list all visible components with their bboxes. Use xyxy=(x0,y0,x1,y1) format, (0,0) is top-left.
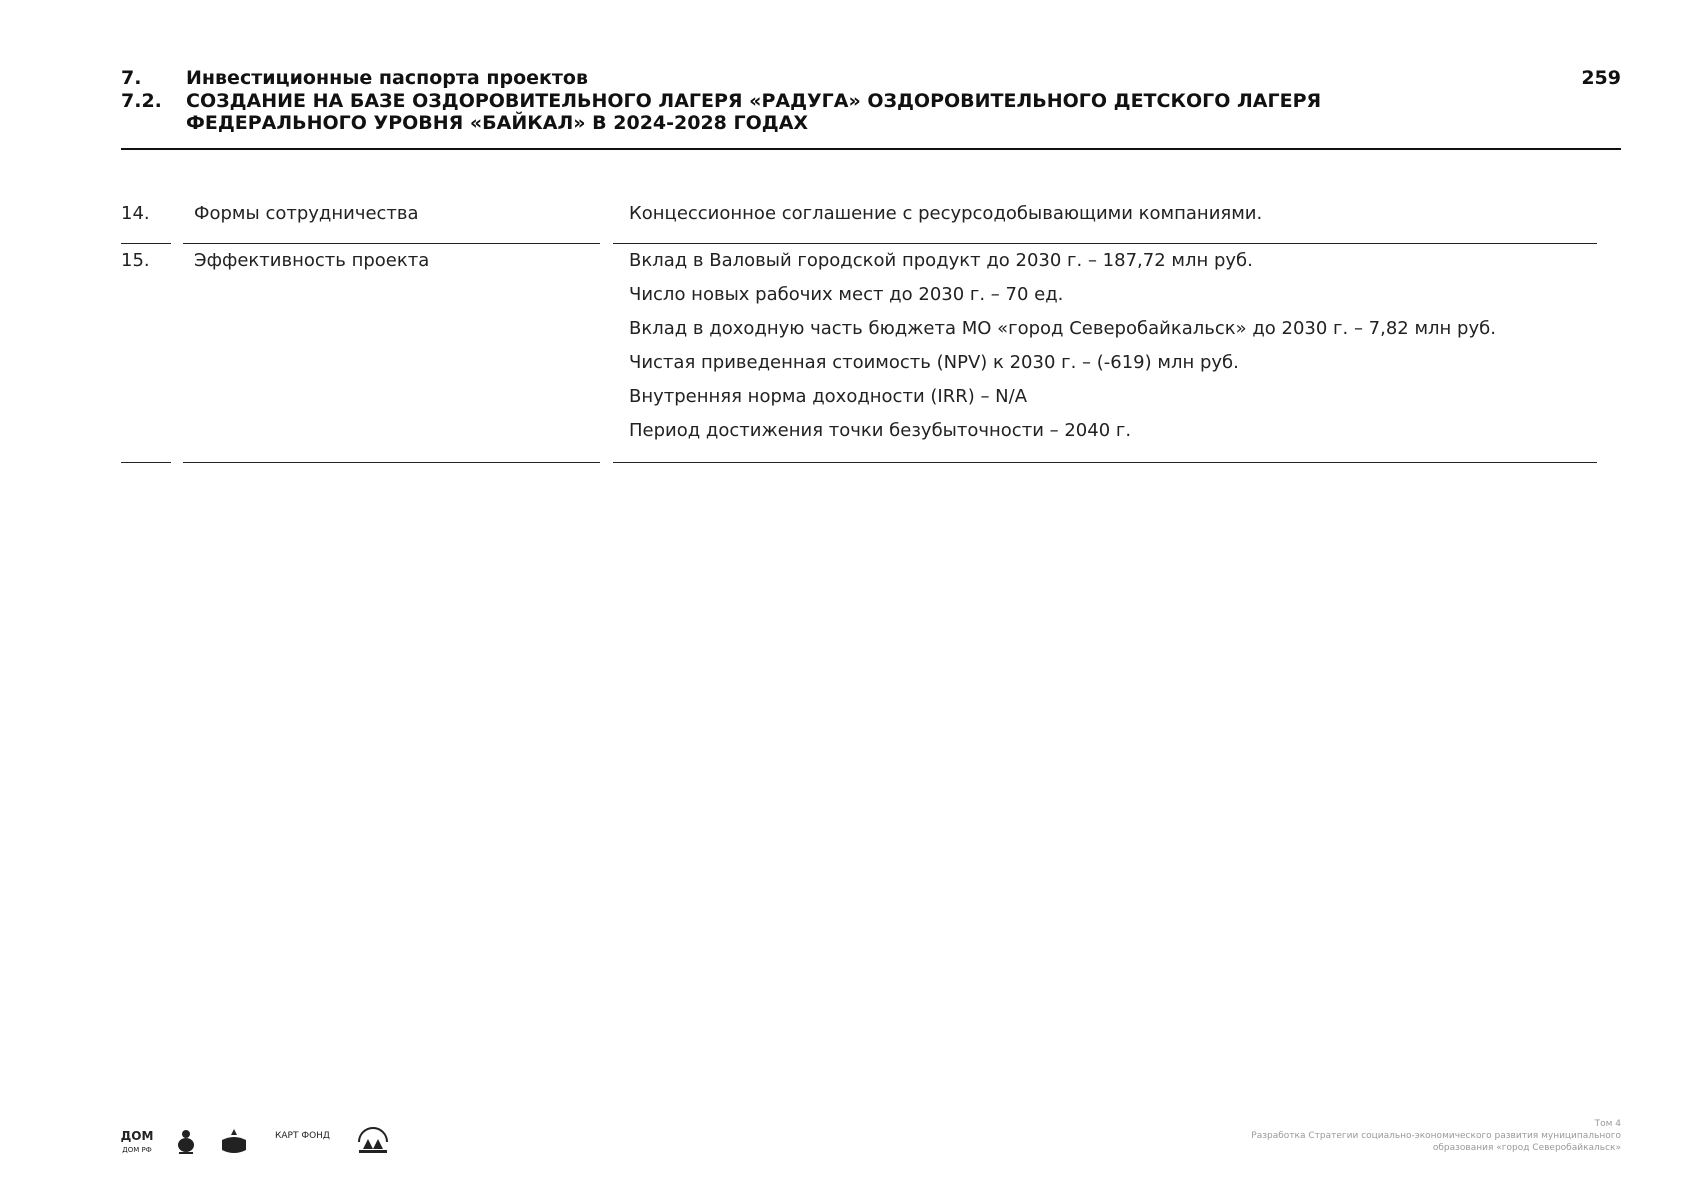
section-title: СОЗДАНИЕ НА БАЗЕ ОЗДОРОВИТЕЛЬНОГО ЛАГЕРЯ «РАДУГА» ОЗДОРОВИТЕЛЬНОГО ДЕТСКОГО ЛАГЕРЯ ФЕДЕРАЛЬНОГО УРОВНЯ «БАЙКАЛ» В 2024-2028 ГОДАХ xyxy=(186,90,1322,134)
dom-rf-logo xyxy=(121,1126,153,1156)
row-value: Период достижения точки безубыточности – 2040 г. xyxy=(629,420,1132,441)
header-rule xyxy=(121,148,1621,150)
footer-note xyxy=(1201,1118,1621,1154)
kart-fond-logo xyxy=(271,1126,333,1156)
footer-logos xyxy=(121,1125,391,1157)
kart-fond-text: КАРТ ФОНД xyxy=(275,1131,330,1141)
row-divider xyxy=(183,243,600,244)
buryatia-emblem-logo xyxy=(175,1126,197,1156)
row-number: 15. xyxy=(121,250,150,271)
row-value: Концессионное соглашение с ресурсодобывающими компаниями. xyxy=(629,203,1263,224)
row-label: Формы сотрудничества xyxy=(194,203,419,224)
severobaykalsk-emblem-logo xyxy=(219,1126,249,1156)
dom-rf-text: ДОМ РФ xyxy=(122,1146,152,1154)
row-divider xyxy=(121,243,171,244)
city-logo xyxy=(355,1125,391,1157)
chapter-number: 7. xyxy=(121,67,142,89)
row-label: Эффективность проекта xyxy=(194,250,430,271)
section-number: 7.2. xyxy=(121,90,162,112)
footer-description: Разработка Стратегии социально-экономического развития муниципального образования «город Северобайкальск» xyxy=(1251,1131,1621,1153)
row-value: Число новых рабочих мест до 2030 г. – 70 ед. xyxy=(629,284,1064,305)
row-divider xyxy=(613,243,1597,244)
row-divider xyxy=(121,462,171,463)
chapter-title: Инвестиционные паспорта проектов xyxy=(186,67,589,89)
row-value: Чистая приведенная стоимость (NPV) к 2030 г. – (-619) млн руб. xyxy=(629,352,1239,373)
row-divider xyxy=(613,462,1597,463)
row-value: Вклад в Валовый городской продукт до 2030 г. – 187,72 млн руб. xyxy=(629,250,1253,271)
footer-volume: Том 4 xyxy=(1594,1119,1621,1129)
page-number: 259 xyxy=(1581,67,1621,89)
row-divider xyxy=(183,462,600,463)
row-value: Вклад в доходную часть бюджета МО «город Северобайкальск» до 2030 г. – 7,82 млн руб. xyxy=(629,318,1496,339)
svg-text:ДОМ: ДОМ xyxy=(121,1129,153,1143)
row-number: 14. xyxy=(121,203,150,224)
row-value: Внутренняя норма доходности (IRR) – N/A xyxy=(629,386,1028,407)
